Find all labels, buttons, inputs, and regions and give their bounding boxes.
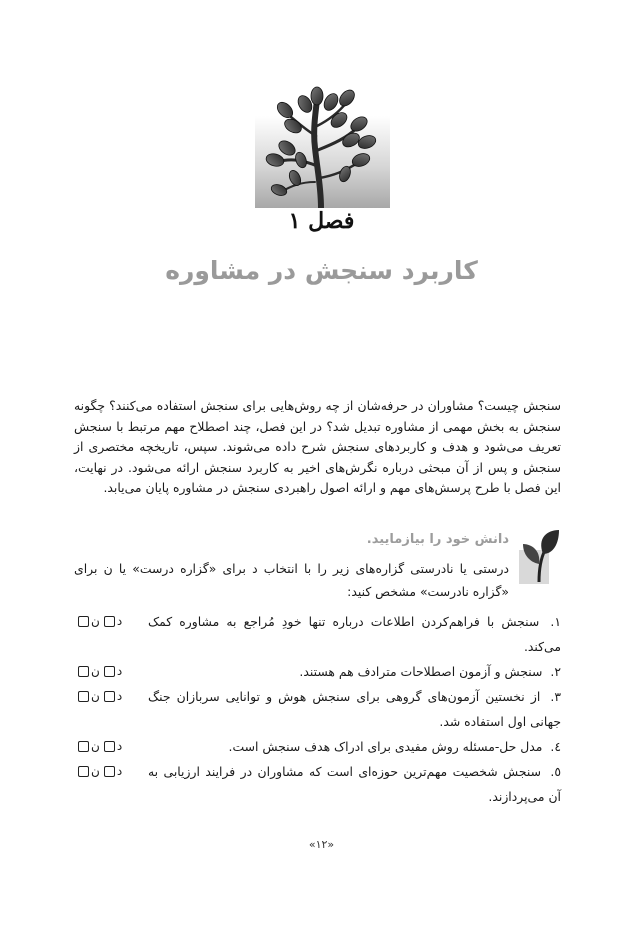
true-option[interactable] — [104, 734, 122, 759]
knowledge-test-section — [74, 528, 561, 809]
item-number: ۲. — [550, 664, 561, 679]
item-statement: از نخستین آزمون‌های گروهی برای سنجش هوش و توانایی سربازان جنگ جهانی اول استفاده شد. — [148, 689, 561, 729]
item-number: ۱. — [550, 614, 561, 629]
false-letter: ن — [91, 664, 100, 678]
page-number: «۱۲» — [308, 838, 335, 851]
true-option[interactable] — [104, 609, 122, 634]
false-option[interactable] — [78, 609, 100, 634]
knowledge-header — [74, 528, 561, 603]
answer-options — [74, 759, 140, 784]
true-checkbox[interactable] — [104, 766, 115, 777]
false-checkbox[interactable] — [78, 766, 89, 777]
knowledge-title: دانش خود را بیازمایید. — [366, 532, 509, 547]
list-item — [74, 734, 561, 759]
item-statement: سنجش با فراهم‌کردن اطلاعات درباره تنها خودِ مُراجع به مشاوره کمک می‌کند. — [148, 614, 561, 654]
item-number: ۳. — [550, 689, 561, 704]
sprout-leaf-icon — [519, 528, 561, 584]
false-option[interactable] — [78, 759, 100, 784]
false-checkbox[interactable] — [78, 741, 89, 752]
false-checkbox[interactable] — [78, 691, 89, 702]
false-checkbox[interactable] — [78, 666, 89, 677]
knowledge-instruction: درستی یا نادرستی گزاره‌های زیر را با انتخاب د برای «گزاره درست» یا ن برای «گزاره نادرست» مشخص کنید: — [74, 561, 509, 599]
chapter-number: فصل ۱ — [288, 208, 355, 234]
true-checkbox[interactable] — [104, 616, 115, 627]
true-checkbox[interactable] — [104, 741, 115, 752]
false-letter: ن — [91, 689, 100, 703]
true-option[interactable] — [104, 759, 122, 784]
false-letter: ن — [91, 764, 100, 778]
false-checkbox[interactable] — [78, 616, 89, 627]
true-letter: د — [116, 689, 123, 703]
list-item — [74, 609, 561, 659]
false-letter: ن — [91, 739, 100, 753]
list-item — [74, 659, 561, 684]
true-false-list — [74, 609, 561, 809]
true-checkbox[interactable] — [104, 691, 115, 702]
intro-paragraph — [74, 396, 561, 499]
list-item — [74, 684, 561, 734]
true-option[interactable] — [104, 659, 122, 684]
true-letter: د — [116, 664, 123, 678]
true-letter: د — [116, 614, 123, 628]
intro-text: سنجش چیست؟ مشاوران در حرفه‌شان از چه روش‌هایی برای سنجش استفاده می‌کنند؟ چگونه سنجش به بخش مهمی از مشاوره تبدیل شد؟ در این فصل، چند اصطلاح مهم مرتبط با سنجش تعریف می‌شود و هدف و کاربردهای سنجش شرح داده می‌شوند. سپس، تاریخچه مختصری از سنجش و پس از آن مبحثی درباره نگرش‌های اخیر به کاربرد سنجش ارائه می‌شود. در نهایت، این فصل با طرح پرسش‌های مهم و ارائه اصول راهبردی سنجش در مشاوره پایان می‌یابد. — [74, 398, 561, 496]
false-letter: ن — [91, 614, 100, 628]
answer-options — [74, 734, 140, 759]
true-option[interactable] — [104, 684, 122, 709]
tree-emblem-icon — [255, 86, 390, 208]
list-item — [74, 759, 561, 809]
answer-options — [74, 684, 140, 709]
answer-options — [74, 659, 140, 684]
false-option[interactable] — [78, 684, 100, 709]
answer-options — [74, 609, 140, 634]
true-checkbox[interactable] — [104, 666, 115, 677]
chapter-title: کاربرد سنجش در مشاوره — [165, 256, 478, 285]
item-statement: سنجش و آزمون اصطلاحات مترادف هم هستند. — [299, 664, 543, 679]
item-statement: مدل حل-مسئله روش مفیدی برای ادراک هدف سنجش است. — [228, 739, 543, 754]
item-number: ٤. — [550, 739, 561, 754]
true-letter: د — [116, 764, 123, 778]
false-option[interactable] — [78, 734, 100, 759]
item-statement: سنجش شخصیت مهم‌ترین حوزه‌ای است که مشاوران در فرایند ارزیابی به آن می‌پردازند. — [148, 764, 561, 804]
true-letter: د — [116, 739, 123, 753]
item-number: ٥. — [550, 764, 561, 779]
false-option[interactable] — [78, 659, 100, 684]
